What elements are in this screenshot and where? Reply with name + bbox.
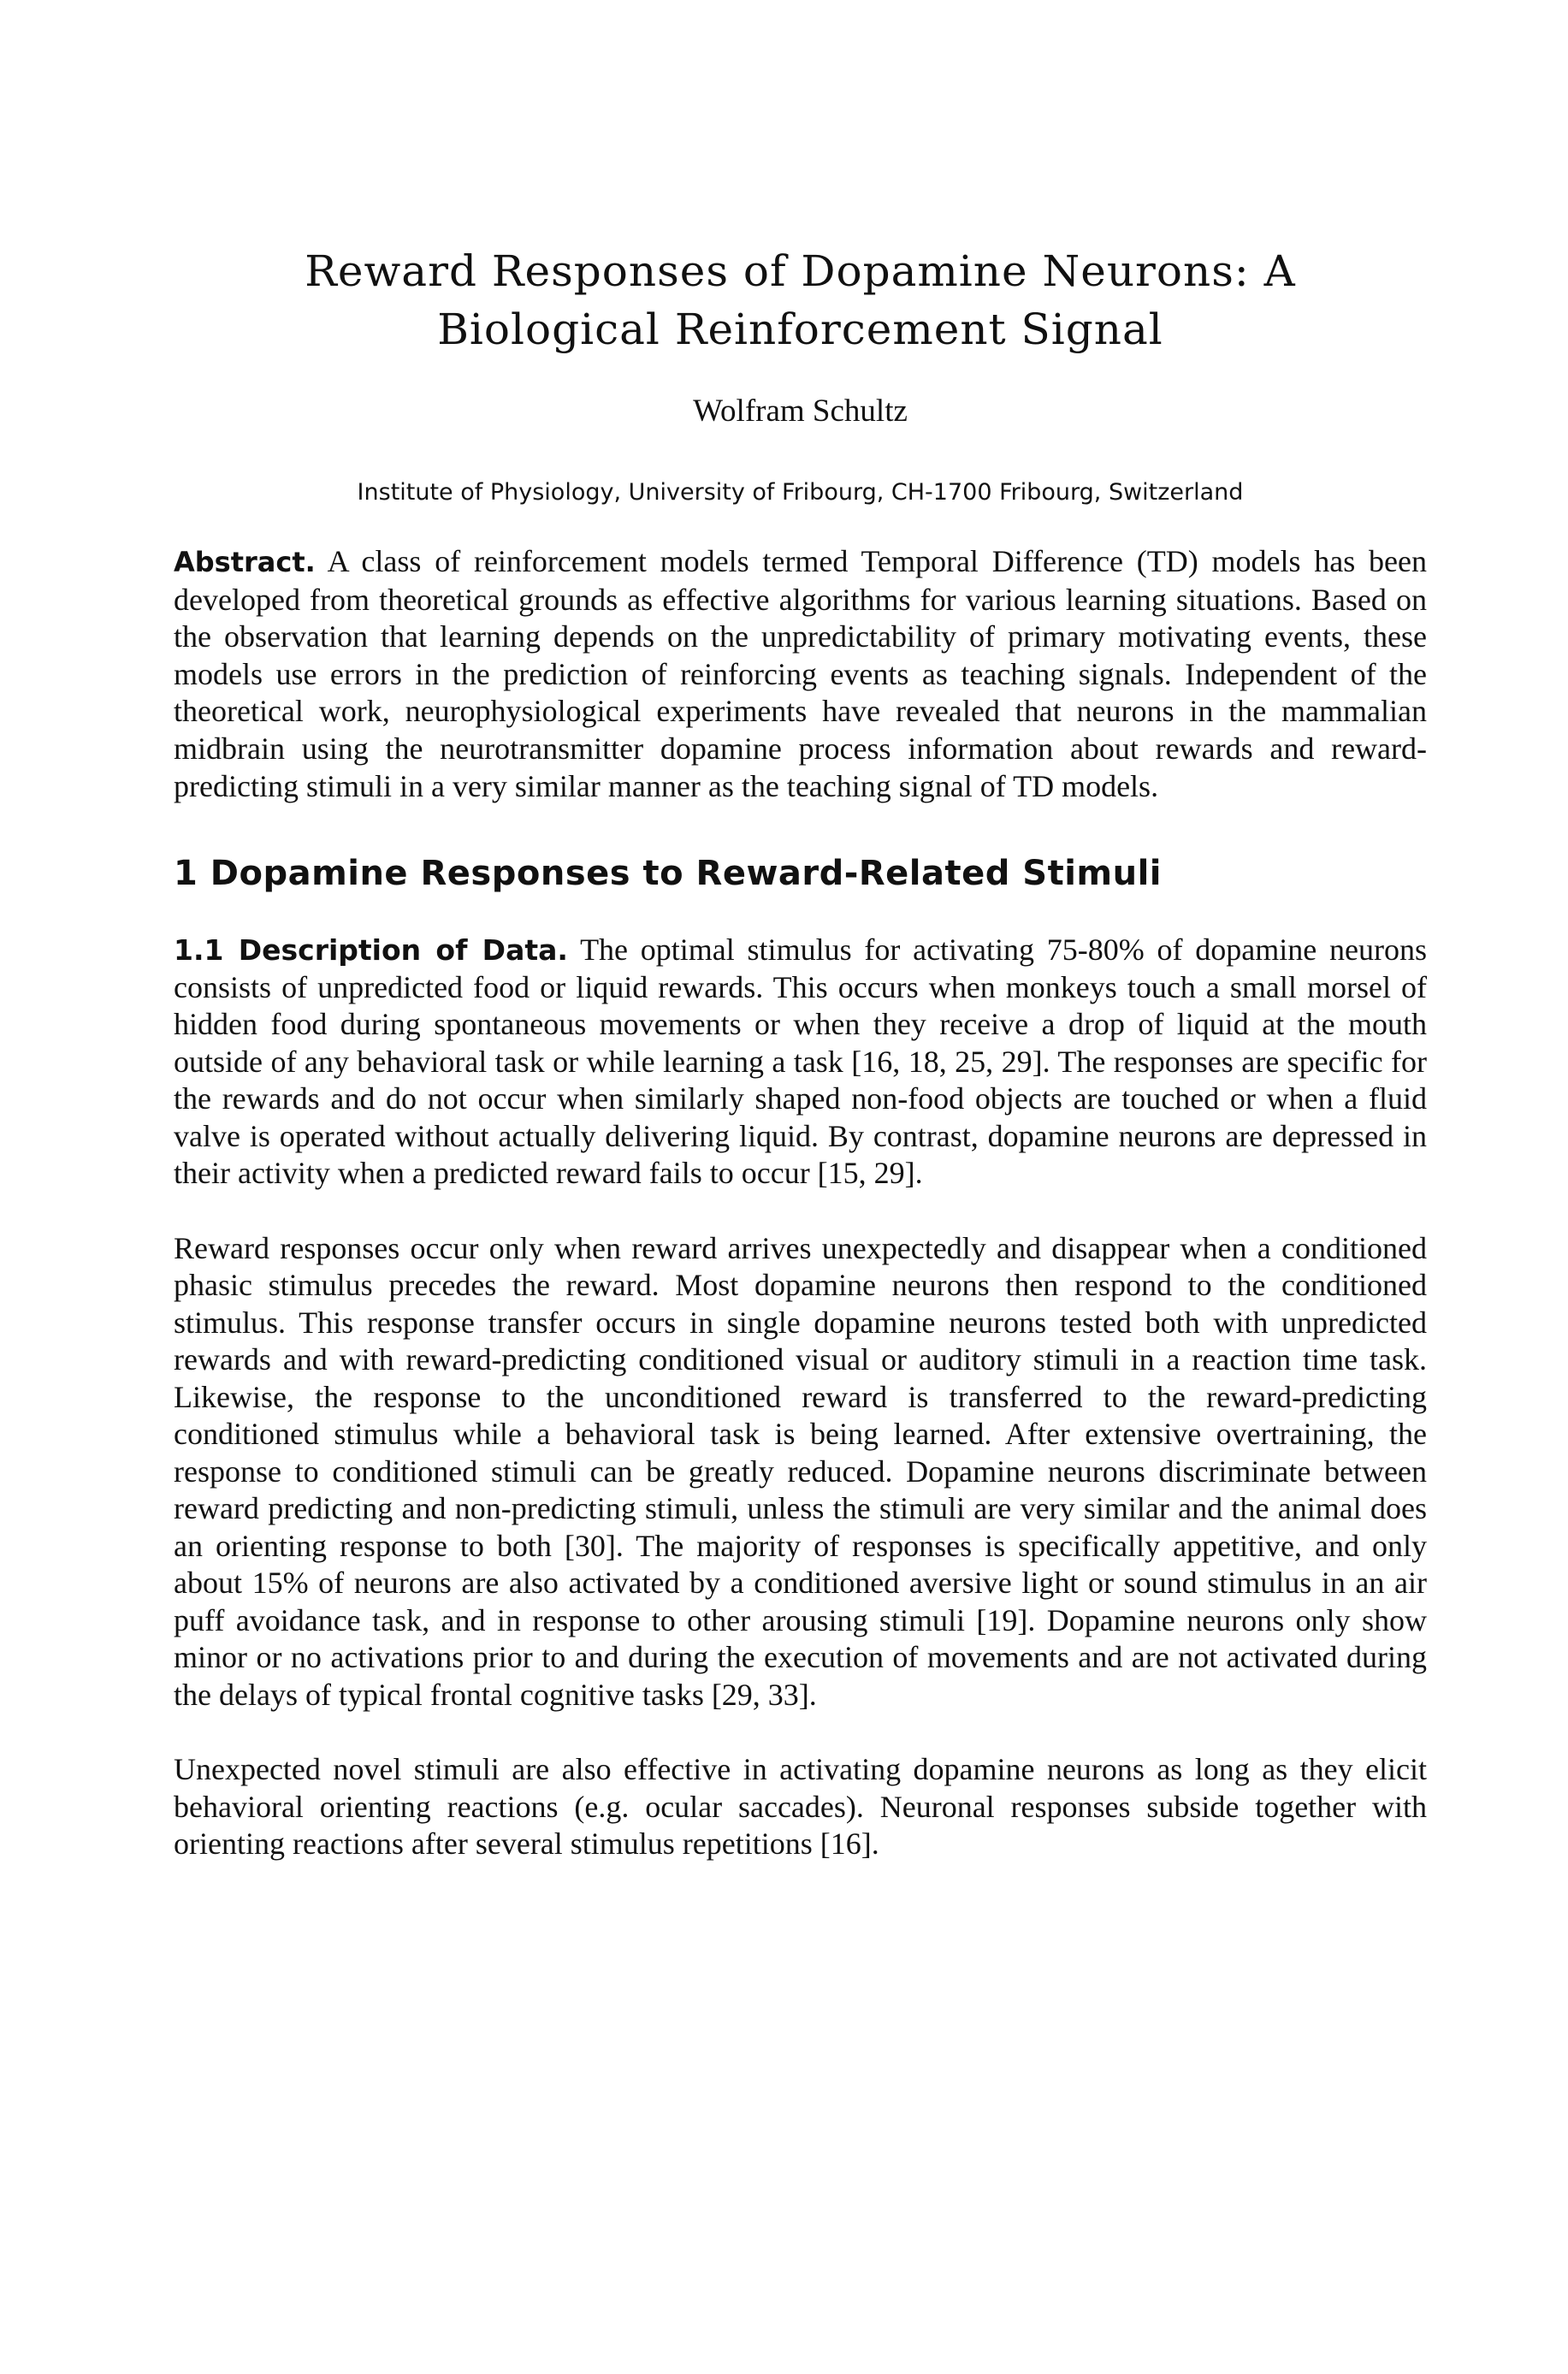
author-name: Wolfram Schultz — [693, 394, 908, 429]
section-heading: 1 Dopamine Responses to Reward-Related Stimuli — [174, 854, 1163, 894]
body-paragraph-3: Unexpected novel stimuli are also effective in activating dopamine neurons as long as they elicit behavioral orienting reactions (e.g. ocular saccades). Neuronal responses subside together with orienting reactions after several stimulus repetitions [16]. — [174, 1752, 1427, 1862]
title-line-2: Biological Reinforcement Signal — [437, 305, 1163, 354]
paragraph-1-text: The optimal stimulus for activating 75-80% of dopamine neurons consists of unpredicted food or liquid rewards. This occurs when monkeys touch a small morsel of hidden food during spontaneous movements or when they receive a drop of liquid at the mouth outside of any behavioral task or while learning a task [16, 18, 25, 29]. The responses are specific for the rewards and do not occur when similarly shaped non-food objects are touched or when a fluid valve is operated without actually delivering liquid. By contrast, dopamine neurons are depressed in their activity when a predicted reward fails to occur [15, 29]. — [174, 932, 1427, 1191]
paper-title — [174, 242, 1427, 358]
subsection-label: 1.1 Description of Data. — [174, 933, 568, 968]
author-affiliation: Institute of Physiology, University of Fribourg, CH-1700 Fribourg, Switzerland — [357, 479, 1244, 506]
title-line-1: Reward Responses of Dopamine Neurons: A — [305, 246, 1296, 296]
abstract — [174, 543, 1427, 805]
abstract-label: Abstract. — [174, 546, 316, 578]
body-paragraph-1 — [174, 932, 1427, 1193]
paper-page — [174, 242, 1427, 1863]
abstract-text: A class of reinforcement models termed Temporal Difference (TD) models has been developed from theoretical grounds as effective algorithms for various learning situations. Based on the observation that learning depends on the unpredictability of primary motivating events, these models use errors in the prediction of reinforcing events as teaching signals. Independent of the theoretical work, neurophysiological experiments have revealed that neurons in the mammalian midbrain using the neurotransmitter dopamine process information about rewards and reward-predicting stimuli in a very similar manner as the teaching signal of TD models. — [174, 544, 1428, 803]
body-paragraph-2: Reward responses occur only when reward arrives unexpectedly and disappear when a conditioned phasic stimulus precedes the reward. Most dopamine neurons then respond to the conditioned stimulus. This response transfer occurs in single dopamine neurons tested both with unpredicted rewards and with reward-predicting conditioned visual or auditory stimuli in a reaction time task. Likewise, the response to the unconditioned reward is transferred to the reward-predicting conditioned stimulus while a behavioral task is being learned. After extensive overtraining, the response to conditioned stimuli can be greatly reduced. Dopamine neurons discriminate between reward predicting and non-predicting stimuli, unless the stimuli are very similar and the animal does an orienting response to both [30]. The majority of responses is specifically appetitive, and only about 15% of neurons are also activated by a conditioned aversive light or sound stimulus in an air puff avoidance task, and in response to other arousing stimuli [19]. Dopamine neurons only show minor or no activations prior to and during the execution of movements and are not activated during the delays of typical frontal cognitive tasks [29, 33]. — [174, 1230, 1427, 1712]
